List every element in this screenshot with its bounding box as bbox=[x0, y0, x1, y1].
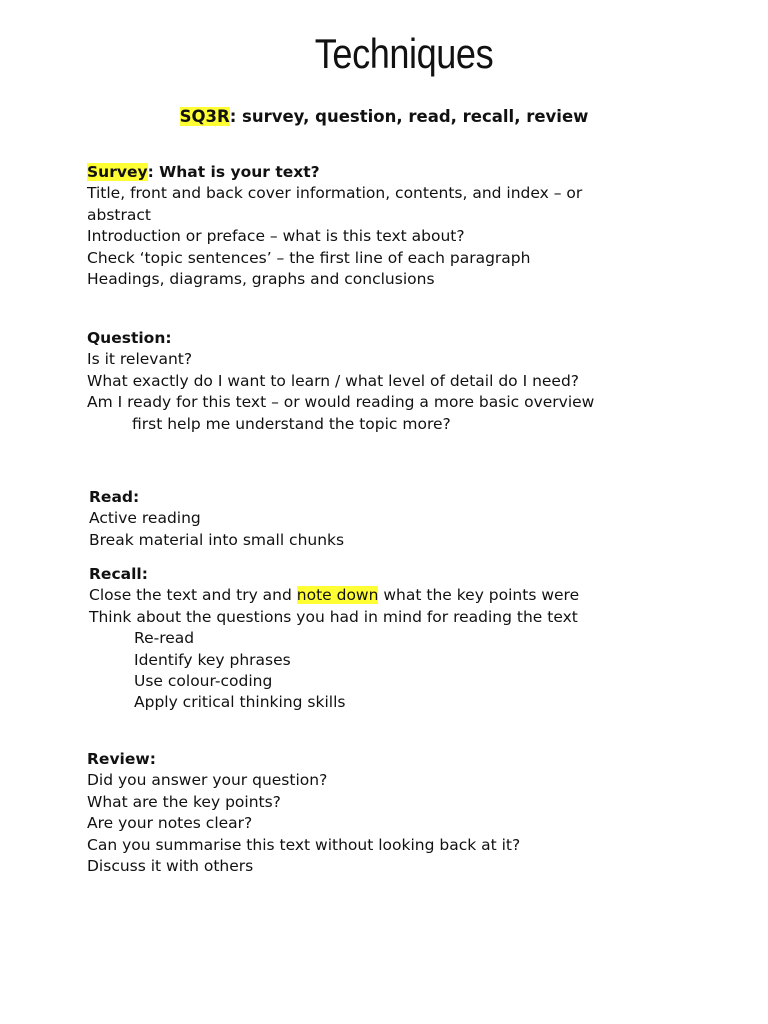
review-line: Discuss it with others bbox=[87, 857, 254, 876]
read-line: Break material into small chunks bbox=[89, 530, 345, 549]
recall-heading: Recall: bbox=[89, 565, 148, 583]
question-section bbox=[87, 328, 747, 435]
survey-line: Check ‘topic sentences’ – the first line of each paragraph bbox=[87, 248, 531, 267]
recall-line bbox=[89, 585, 749, 606]
review-section bbox=[87, 749, 747, 877]
page-title: Techniques bbox=[314, 30, 494, 77]
recall-line-text: Close the text and try and bbox=[89, 586, 297, 605]
survey-section bbox=[87, 162, 747, 290]
note-down-highlight: note down bbox=[296, 586, 379, 605]
review-line: Are your notes clear? bbox=[87, 814, 253, 833]
review-line: Did you answer your question? bbox=[87, 771, 328, 790]
recall-sub-item: Apply critical thinking skills bbox=[134, 693, 346, 712]
recall-sub-item: Re-read bbox=[134, 629, 195, 648]
recall-line-text: what the key points were bbox=[378, 586, 580, 605]
recall-line: Think about the questions you had in mind for reading the text bbox=[89, 607, 578, 626]
review-line: Can you summarise this text without looking back at it? bbox=[87, 835, 521, 854]
review-heading: Review: bbox=[87, 750, 156, 768]
sq3r-term-highlight: SQ3R bbox=[179, 107, 230, 126]
recall-section bbox=[89, 564, 749, 714]
survey-line: Headings, diagrams, graphs and conclusions bbox=[87, 270, 435, 289]
sq3r-subtitle-rest: : survey, question, read, recall, review bbox=[229, 107, 589, 126]
read-section bbox=[89, 487, 749, 551]
survey-line: Title, front and back cover information, contents, and index – or abstract bbox=[87, 184, 583, 224]
read-line: Active reading bbox=[89, 509, 201, 528]
recall-sub-item: Use colour-coding bbox=[134, 672, 273, 691]
survey-heading-rest: : What is your text? bbox=[147, 163, 320, 181]
survey-heading bbox=[87, 162, 747, 183]
read-heading: Read: bbox=[89, 488, 140, 506]
question-line: Is it relevant? bbox=[87, 350, 193, 369]
question-heading: Question: bbox=[87, 329, 172, 347]
question-line: What exactly do I want to learn / what level of detail do I need? bbox=[87, 371, 580, 390]
survey-line: Introduction or preface – what is this text about? bbox=[87, 227, 465, 246]
review-line: What are the key points? bbox=[87, 792, 281, 811]
survey-label-highlight: Survey bbox=[87, 163, 148, 181]
sq3r-subtitle bbox=[0, 106, 768, 128]
question-line-continued: first help me understand the topic more? bbox=[132, 414, 451, 433]
recall-sub-item: Identify key phrases bbox=[134, 650, 291, 669]
question-line: Am I ready for this text – or would reading a more basic overview bbox=[87, 393, 595, 412]
